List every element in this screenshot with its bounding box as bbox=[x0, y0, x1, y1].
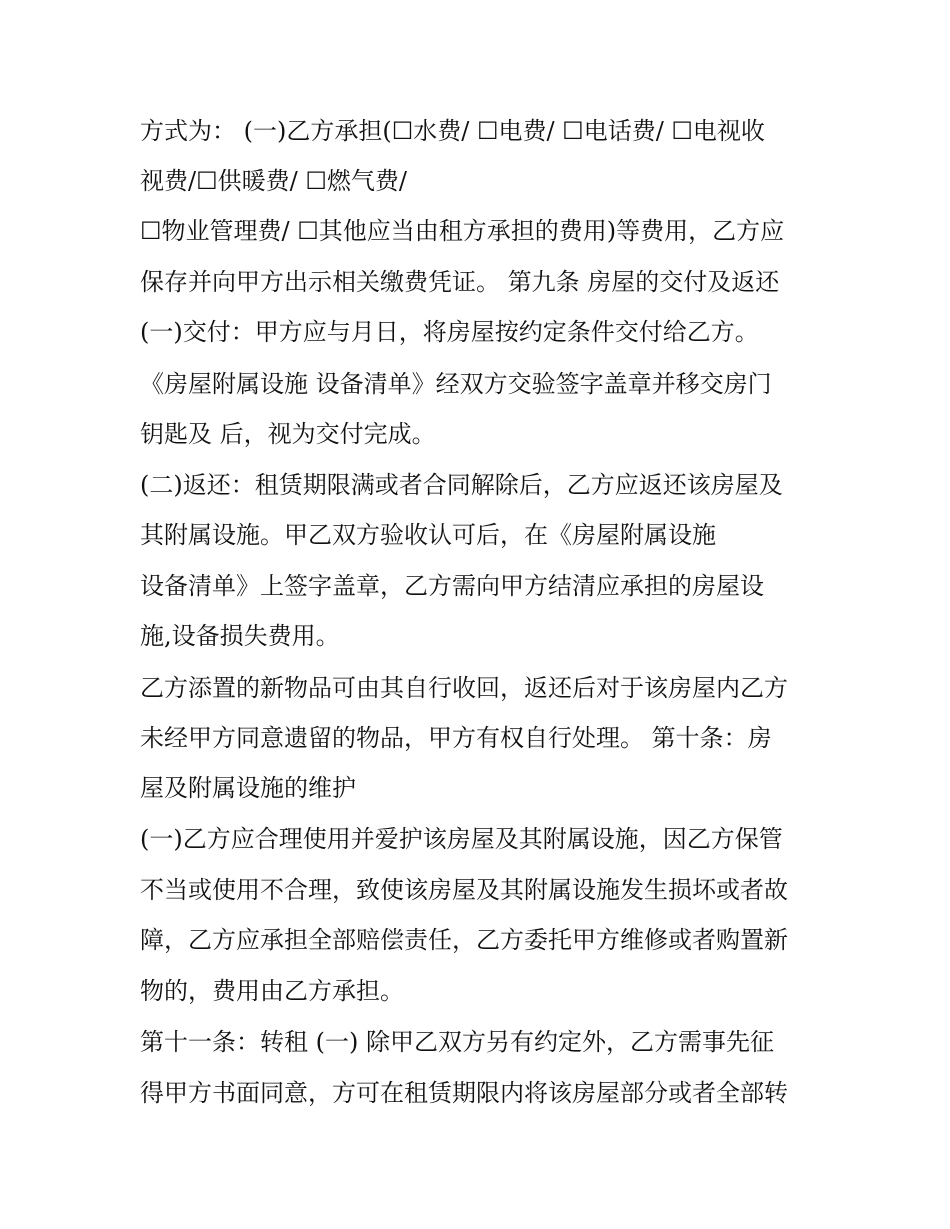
text-line: 物的，费用由乙方承担。 bbox=[140, 977, 404, 1005]
text-line: 未经甲方同意遗留的物品，甲方有权自行处理。 第十条：房 bbox=[140, 724, 772, 752]
text-line: 《房屋附属设施 设备清单》经双方交验签字盖章并移交房门 bbox=[140, 370, 772, 398]
text-line: 乙方添置的新物品可由其自行收回，返还后对于该房屋内乙方 bbox=[140, 674, 788, 702]
text-line: 第十一条：转租 (一) 除甲乙双方另有约定外，乙方需事先征 bbox=[140, 1028, 774, 1056]
text-line: 设备清单》上签字盖章，乙方需向甲方结清应承担的房屋设 bbox=[140, 572, 764, 600]
text-line: (二)返还：租赁期限满或者合同解除后，乙方应返还该房屋及 bbox=[140, 471, 783, 499]
text-line: 钥匙及 后，视为交付完成。 bbox=[140, 420, 436, 448]
text-line: 视费/☐供暖费/ ☐燃气费/ bbox=[140, 167, 407, 195]
text-line: 方式为： (一)乙方承担(☐水费/ ☐电费/ ☐电话费/ ☐电视收 bbox=[140, 117, 765, 145]
text-line: 保存并向甲方出示相关缴费凭证。 第九条 房屋的交付及返还 bbox=[140, 268, 780, 296]
text-line: (一)交付：甲方应与月日，将房屋按约定条件交付给乙方。 bbox=[140, 318, 759, 346]
text-line: 障，乙方应承担全部赔偿责任，乙方委托甲方维修或者购置新 bbox=[140, 926, 788, 954]
text-line: 施,设备损失费用。 bbox=[140, 622, 340, 650]
text-line: 得甲方书面同意，方可在租赁期限内将该房屋部分或者全部转 bbox=[140, 1079, 788, 1107]
text-line: 其附属设施。甲乙双方验收认可后，在《房屋附属设施 bbox=[140, 521, 716, 549]
text-line: ☐物业管理费/ ☐其他应当由租方承担的费用)等费用，乙方应 bbox=[140, 217, 785, 245]
text-line: 不当或使用不合理，致使该房屋及其附属设施发生损坏或者故 bbox=[140, 876, 788, 904]
text-line: 屋及附属设施的维护 bbox=[140, 774, 356, 802]
text-line: (一)乙方应合理使用并爱护该房屋及其附属设施，因乙方保管 bbox=[140, 825, 783, 853]
